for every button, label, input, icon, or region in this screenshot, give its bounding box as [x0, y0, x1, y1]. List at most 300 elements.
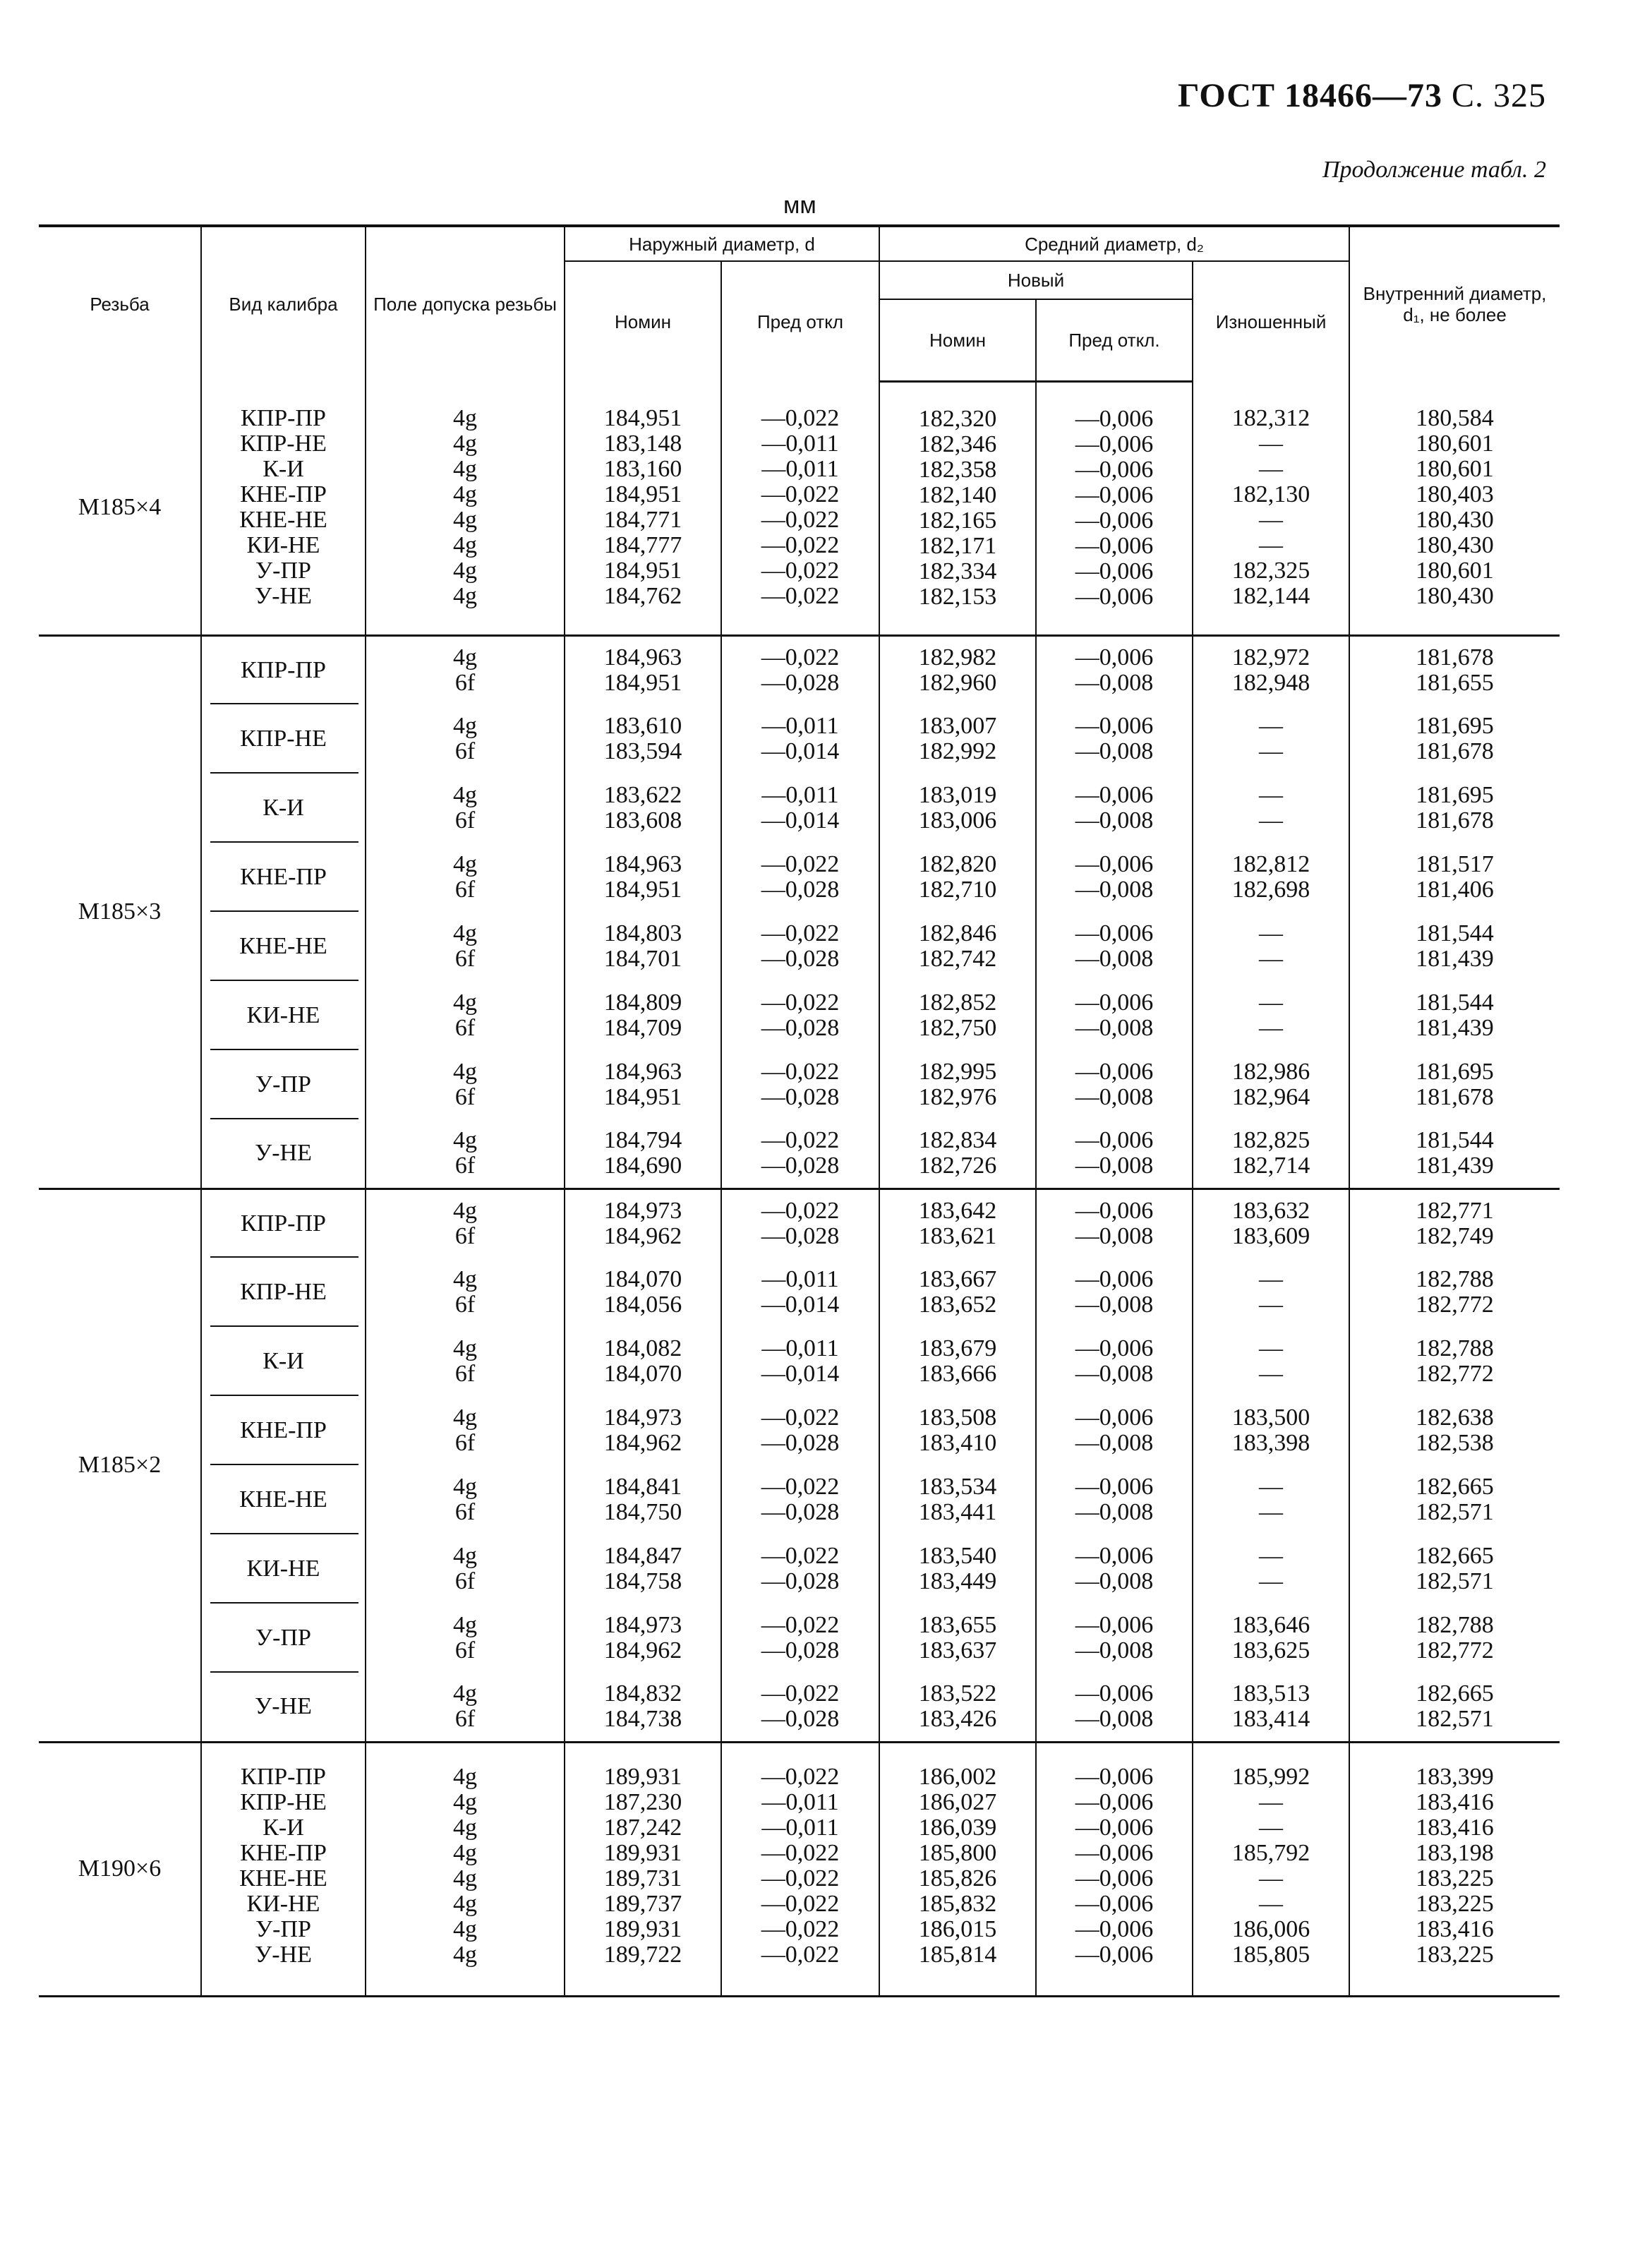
tolerance-cell: 4g: [453, 1788, 477, 1815]
outer-deviation-cell: —0,011: [761, 456, 839, 483]
tolerance-cell: 4g: [453, 405, 477, 432]
pitch-deviation-cell: —0,008: [1075, 1499, 1154, 1525]
inner-diameter-cell: 180,430: [1416, 532, 1494, 559]
tolerance-cell: 6f: [454, 1222, 476, 1249]
pitch-worn-cell: 182,698: [1231, 877, 1310, 903]
outer-deviation-cell: —0,022: [761, 1197, 840, 1224]
inner-diameter-cell: 183,225: [1416, 1890, 1494, 1917]
outer-nominal-cell: 184,709: [603, 1015, 682, 1041]
outer-deviation-cell: —0,022: [761, 1890, 840, 1917]
table-row: [39, 1396, 1560, 1465]
outer-nominal-cell: 184,690: [603, 1153, 682, 1179]
pitch-worn-cell: 182,714: [1231, 1153, 1310, 1179]
continuation-label: Продолжение табл. 2: [1322, 157, 1546, 183]
inner-diameter-cell: 180,601: [1416, 558, 1494, 584]
outer-nominal-cell: 184,963: [603, 644, 682, 670]
outer-nominal-cell: 184,951: [603, 558, 682, 584]
outer-nominal-cell: 184,951: [603, 669, 682, 696]
pitch-worn-cell: 185,792: [1231, 1839, 1310, 1866]
inner-diameter-cell: 181,695: [1416, 713, 1494, 739]
pitch-worn-cell: 183,500: [1231, 1404, 1310, 1431]
outer-nominal-cell: 184,750: [603, 1499, 682, 1525]
pitch-deviation-cell: —0,006: [1075, 558, 1154, 584]
inner-diameter-cell: 181,678: [1416, 644, 1494, 670]
pitch-deviation-cell: —0,006: [1075, 713, 1154, 739]
table-row: [39, 381, 1560, 635]
pitch-worn-cell: —: [1259, 1499, 1284, 1525]
gauge-type-cell: КНЕ-НЕ: [239, 1486, 327, 1512]
tolerance-cell: 4g: [453, 920, 477, 946]
pitch-deviation-cell: —0,008: [1075, 1637, 1154, 1664]
outer-deviation-cell: —0,028: [761, 1568, 840, 1594]
gauge-type-cell: КНЕ-НЕ: [239, 507, 327, 534]
tolerance-cell: 4g: [453, 1474, 477, 1500]
outer-deviation-cell: —0,022: [761, 920, 840, 946]
pitch-nominal-cell: 182,846: [918, 920, 997, 946]
outer-deviation-cell: —0,028: [761, 877, 840, 903]
table-row: [39, 1327, 1560, 1396]
table-row: [39, 1604, 1560, 1673]
pitch-worn-cell: —: [1259, 431, 1284, 457]
inner-diameter-cell: 182,665: [1416, 1543, 1494, 1569]
pitch-nominal-cell: 182,346: [918, 431, 997, 457]
outer-nominal-cell: 189,737: [603, 1890, 682, 1917]
outer-nominal-cell: 184,963: [603, 851, 682, 877]
pitch-deviation-cell: —0,006: [1075, 1915, 1154, 1942]
tolerance-cell: 4g: [453, 1127, 477, 1154]
outer-deviation-cell: —0,028: [761, 946, 840, 972]
pitch-nominal-cell: 186,015: [918, 1915, 997, 1942]
pitch-worn-cell: —: [1259, 782, 1284, 808]
outer-deviation-cell: —0,028: [761, 669, 840, 696]
tolerance-cell: 6f: [454, 1568, 476, 1594]
outer-nominal-cell: 184,951: [603, 877, 682, 903]
outer-nominal-cell: 183,594: [603, 738, 682, 764]
pitch-worn-cell: —: [1259, 1015, 1284, 1041]
page-header: [1178, 76, 1546, 115]
pitch-nominal-cell: 182,976: [918, 1084, 997, 1110]
inner-diameter-cell: 181,544: [1416, 1127, 1494, 1154]
tolerance-cell: 4g: [453, 431, 477, 457]
outer-nominal-cell: 184,962: [603, 1430, 682, 1456]
tolerance-cell: 4g: [453, 583, 477, 610]
inner-diameter-cell: 182,638: [1416, 1404, 1494, 1431]
outer-deviation-cell: —0,011: [761, 713, 839, 739]
pitch-nominal-cell: 182,960: [918, 669, 997, 696]
tolerance-cell: 6f: [454, 1499, 476, 1525]
unit-label: мм: [783, 192, 816, 219]
pitch-deviation-cell: —0,006: [1075, 1941, 1154, 1968]
pitch-nominal-cell: 183,410: [918, 1430, 997, 1456]
outer-deviation-cell: —0,022: [761, 644, 840, 670]
gauge-type-cell: КИ-НЕ: [246, 1002, 320, 1028]
pitch-deviation-cell: —0,008: [1075, 1084, 1154, 1110]
tolerance-cell: 4g: [453, 1197, 477, 1224]
outer-deviation-cell: —0,022: [761, 1543, 840, 1569]
table-row: [39, 1534, 1560, 1604]
outer-nominal-cell: 184,758: [603, 1568, 682, 1594]
gauge-type-cell: У-НЕ: [255, 1941, 312, 1968]
pitch-deviation-cell: —0,008: [1075, 1568, 1154, 1594]
inner-diameter-cell: 182,665: [1416, 1680, 1494, 1707]
inner-diameter-cell: 181,678: [1416, 1084, 1494, 1110]
pitch-worn-cell: —: [1259, 1543, 1284, 1569]
outer-nominal-cell: 184,951: [603, 1084, 682, 1110]
pitch-nominal-cell: 183,540: [918, 1543, 997, 1569]
pitch-nominal-cell: 182,165: [918, 507, 997, 534]
pitch-deviation-cell: —0,008: [1075, 946, 1154, 972]
pitch-worn-cell: 182,130: [1231, 481, 1310, 508]
tolerance-cell: 4g: [453, 989, 477, 1016]
pitch-nominal-cell: 183,441: [918, 1499, 997, 1525]
outer-deviation-cell: —0,022: [761, 405, 840, 432]
pitch-nominal-cell: 183,508: [918, 1404, 997, 1431]
table-row: [39, 635, 1560, 704]
pitch-nominal-cell: 186,002: [918, 1763, 997, 1790]
pitch-deviation-cell: —0,006: [1075, 782, 1154, 808]
gauge-type-cell: У-НЕ: [255, 583, 312, 610]
outer-nominal-cell: 184,738: [603, 1706, 682, 1733]
pitch-worn-cell: —: [1259, 946, 1284, 972]
outer-nominal-cell: 184,963: [603, 1059, 682, 1085]
outer-nominal-cell: 189,931: [603, 1763, 682, 1790]
tolerance-cell: 4g: [453, 1941, 477, 1968]
pitch-worn-cell: —: [1259, 807, 1284, 834]
outer-nominal-cell: 183,622: [603, 782, 682, 808]
pitch-nominal-cell: 182,852: [918, 989, 997, 1016]
pitch-nominal-cell: 182,320: [918, 406, 997, 432]
outer-deviation-cell: —0,028: [761, 1706, 840, 1733]
inner-diameter-cell: 182,749: [1416, 1222, 1494, 1249]
pitch-worn-cell: —: [1259, 1788, 1284, 1815]
pitch-nominal-cell: 182,710: [918, 877, 997, 903]
pitch-nominal-cell: 186,027: [918, 1788, 997, 1815]
pitch-nominal-cell: 182,750: [918, 1015, 997, 1041]
inner-diameter-cell: 181,439: [1416, 1153, 1494, 1179]
pitch-worn-cell: 182,972: [1231, 644, 1310, 670]
pitch-worn-cell: 182,144: [1231, 583, 1310, 610]
inner-diameter-cell: 181,517: [1416, 851, 1494, 877]
outer-nominal-cell: 184,794: [603, 1127, 682, 1154]
outer-nominal-cell: 184,070: [603, 1361, 682, 1387]
pitch-deviation-cell: —0,008: [1075, 1153, 1154, 1179]
tolerance-cell: 4g: [453, 1865, 477, 1891]
thread-designation: М190×6: [39, 1742, 201, 1996]
col-outer-nom: Номин: [565, 261, 721, 381]
outer-nominal-cell: 189,731: [603, 1865, 682, 1891]
table-row: [39, 912, 1560, 981]
inner-diameter-cell: 182,788: [1416, 1612, 1494, 1638]
gauge-type-cell: К-И: [263, 456, 304, 483]
outer-nominal-cell: 184,847: [603, 1543, 682, 1569]
pitch-worn-cell: —: [1259, 507, 1284, 534]
pitch-deviation-cell: —0,008: [1075, 1430, 1154, 1456]
table-row: [39, 1119, 1560, 1189]
gauge-type-cell: К-И: [263, 1814, 304, 1841]
pitch-nominal-cell: 183,006: [918, 807, 997, 834]
col-outer-group: Наружный диаметр, d: [565, 226, 879, 261]
pitch-worn-cell: 183,414: [1231, 1706, 1310, 1733]
pitch-deviation-cell: —0,006: [1075, 1266, 1154, 1292]
outer-nominal-cell: 184,082: [603, 1335, 682, 1361]
outer-deviation-cell: —0,022: [761, 1839, 840, 1866]
pitch-deviation-cell: —0,006: [1075, 406, 1154, 432]
outer-deviation-cell: —0,022: [761, 507, 840, 534]
table-head: [39, 226, 1560, 381]
gauge-type-cell: КИ-НЕ: [246, 1556, 320, 1582]
pitch-nominal-cell: 185,826: [918, 1865, 997, 1891]
outer-deviation-cell: —0,011: [761, 431, 839, 457]
outer-deviation-cell: —0,022: [761, 481, 840, 508]
col-thread: Резьба: [39, 226, 201, 381]
outer-deviation-cell: —0,022: [761, 1612, 840, 1638]
gost-number: ГОСТ 18466—73: [1178, 77, 1442, 114]
pitch-deviation-cell: —0,008: [1075, 877, 1154, 903]
inner-diameter-cell: 182,772: [1416, 1637, 1494, 1664]
outer-deviation-cell: —0,011: [761, 1266, 839, 1292]
outer-deviation-cell: —0,011: [761, 782, 839, 808]
tolerance-cell: 6f: [454, 669, 476, 696]
outer-nominal-cell: 189,722: [603, 1941, 682, 1968]
pitch-deviation-cell: —0,006: [1075, 1814, 1154, 1841]
inner-diameter-cell: 180,403: [1416, 481, 1494, 508]
outer-deviation-cell: —0,011: [761, 1335, 839, 1361]
gauge-type-cell: КПР-НЕ: [240, 1788, 327, 1815]
inner-diameter-cell: 180,601: [1416, 456, 1494, 483]
outer-deviation-cell: —0,028: [761, 1015, 840, 1041]
pitch-nominal-cell: 183,007: [918, 713, 997, 739]
pitch-worn-cell: —: [1259, 532, 1284, 559]
pitch-deviation-cell: —0,006: [1075, 1543, 1154, 1569]
pitch-deviation-cell: —0,006: [1075, 1127, 1154, 1154]
inner-diameter-cell: 183,416: [1416, 1788, 1494, 1815]
table-row: [39, 774, 1560, 843]
outer-deviation-cell: —0,028: [761, 1499, 840, 1525]
outer-deviation-cell: —0,028: [761, 1084, 840, 1110]
pitch-deviation-cell: —0,006: [1075, 533, 1154, 559]
pitch-nominal-cell: 182,140: [918, 482, 997, 508]
inner-diameter-cell: 180,601: [1416, 431, 1494, 457]
tolerance-cell: 4g: [453, 532, 477, 559]
outer-nominal-cell: 184,803: [603, 920, 682, 946]
pitch-nominal-cell: 182,742: [918, 946, 997, 972]
pitch-worn-cell: —: [1259, 1292, 1284, 1318]
gauge-table: [39, 224, 1560, 1997]
outer-nominal-cell: 184,056: [603, 1292, 682, 1318]
pitch-nominal-cell: 182,995: [918, 1059, 997, 1085]
outer-nominal-cell: 184,777: [603, 532, 682, 559]
inner-diameter-cell: 182,771: [1416, 1197, 1494, 1224]
outer-deviation-cell: —0,022: [761, 1763, 840, 1790]
pitch-nominal-cell: 185,800: [918, 1839, 997, 1866]
inner-diameter-cell: 182,571: [1416, 1499, 1494, 1525]
tolerance-cell: 6f: [454, 1153, 476, 1179]
gauge-type-cell: КПР-НЕ: [240, 431, 327, 457]
outer-nominal-cell: 184,951: [603, 481, 682, 508]
outer-deviation-cell: —0,022: [761, 1059, 840, 1085]
outer-deviation-cell: —0,022: [761, 989, 840, 1016]
gauge-type-cell: КНЕ-ПР: [240, 481, 327, 508]
outer-deviation-cell: —0,022: [761, 1915, 840, 1942]
pitch-nominal-cell: 183,019: [918, 782, 997, 808]
pitch-worn-cell: —: [1259, 920, 1284, 946]
inner-diameter-cell: 182,665: [1416, 1474, 1494, 1500]
pitch-deviation-cell: —0,006: [1075, 1612, 1154, 1638]
tolerance-cell: 4g: [453, 782, 477, 808]
outer-nominal-cell: 184,962: [603, 1637, 682, 1664]
inner-diameter-cell: 181,406: [1416, 877, 1494, 903]
pitch-deviation-cell: —0,006: [1075, 851, 1154, 877]
outer-deviation-cell: —0,014: [761, 1292, 840, 1318]
outer-deviation-cell: —0,011: [761, 1814, 839, 1841]
tolerance-cell: 4g: [453, 1335, 477, 1361]
pitch-worn-cell: —: [1259, 713, 1284, 739]
pitch-worn-cell: 183,632: [1231, 1197, 1310, 1224]
pitch-worn-cell: 185,992: [1231, 1763, 1310, 1790]
tolerance-cell: 6f: [454, 1430, 476, 1456]
outer-nominal-cell: 183,160: [603, 456, 682, 483]
pitch-deviation-cell: —0,008: [1075, 1292, 1154, 1318]
outer-deviation-cell: —0,014: [761, 807, 840, 834]
outer-nominal-cell: 184,973: [603, 1197, 682, 1224]
outer-nominal-cell: 184,973: [603, 1612, 682, 1638]
tolerance-cell: 4g: [453, 456, 477, 483]
gauge-type-cell: КПР-ПР: [241, 405, 326, 432]
inner-diameter-cell: 182,788: [1416, 1266, 1494, 1292]
table-row: [39, 704, 1560, 774]
tolerance-cell: 4g: [453, 1890, 477, 1917]
outer-deviation-cell: —0,028: [761, 1222, 840, 1249]
inner-diameter-cell: 181,678: [1416, 807, 1494, 834]
tolerance-cell: 6f: [454, 1706, 476, 1733]
pitch-deviation-cell: —0,006: [1075, 1404, 1154, 1431]
pitch-worn-cell: 182,964: [1231, 1084, 1310, 1110]
gauge-type-cell: У-ПР: [255, 1915, 311, 1942]
inner-diameter-cell: 180,584: [1416, 405, 1494, 432]
outer-nominal-cell: 183,610: [603, 713, 682, 739]
inner-diameter-cell: 181,439: [1416, 1015, 1494, 1041]
outer-deviation-cell: —0,022: [761, 583, 840, 610]
gauge-type-cell: К-И: [263, 1348, 304, 1374]
outer-deviation-cell: —0,022: [761, 1404, 840, 1431]
pitch-worn-cell: —: [1259, 1335, 1284, 1361]
outer-nominal-cell: 184,070: [603, 1266, 682, 1292]
inner-diameter-cell: 181,695: [1416, 782, 1494, 808]
pitch-deviation-cell: —0,006: [1075, 1059, 1154, 1085]
outer-nominal-cell: 184,762: [603, 583, 682, 610]
outer-deviation-cell: —0,014: [761, 738, 840, 764]
inner-diameter-cell: 181,678: [1416, 738, 1494, 764]
col-gauge: Вид калибра: [201, 226, 366, 381]
pitch-worn-cell: —: [1259, 1865, 1284, 1891]
inner-diameter-cell: 181,655: [1416, 669, 1494, 696]
tolerance-cell: 4g: [453, 1915, 477, 1942]
pitch-worn-cell: —: [1259, 456, 1284, 483]
outer-deviation-cell: —0,022: [761, 1865, 840, 1891]
thread-designation: М185×2: [39, 1189, 201, 1742]
pitch-nominal-cell: 182,358: [918, 457, 997, 483]
tolerance-cell: 6f: [454, 807, 476, 834]
table-row: [39, 1258, 1560, 1327]
tolerance-cell: 4g: [453, 481, 477, 508]
pitch-worn-cell: 183,513: [1231, 1680, 1310, 1707]
tolerance-cell: 4g: [453, 1763, 477, 1790]
pitch-deviation-cell: —0,006: [1075, 457, 1154, 483]
pitch-deviation-cell: —0,006: [1075, 584, 1154, 610]
pitch-worn-cell: —: [1259, 1814, 1284, 1841]
pitch-nominal-cell: 183,637: [918, 1637, 997, 1664]
pitch-worn-cell: 183,609: [1231, 1222, 1310, 1249]
pitch-deviation-cell: —0,006: [1075, 1335, 1154, 1361]
pitch-deviation-cell: —0,006: [1075, 644, 1154, 670]
outer-deviation-cell: —0,022: [761, 851, 840, 877]
outer-nominal-cell: 184,841: [603, 1474, 682, 1500]
pitch-worn-cell: —: [1259, 1474, 1284, 1500]
pitch-nominal-cell: 183,642: [918, 1197, 997, 1224]
table-row: [39, 1465, 1560, 1534]
tolerance-cell: 6f: [454, 1015, 476, 1041]
pitch-deviation-cell: —0,006: [1075, 507, 1154, 534]
tolerance-cell: 4g: [453, 1543, 477, 1569]
gauge-type-cell: КИ-НЕ: [246, 532, 320, 559]
pitch-nominal-cell: 185,832: [918, 1890, 997, 1917]
pitch-nominal-cell: 186,039: [918, 1814, 997, 1841]
inner-diameter-cell: 183,416: [1416, 1915, 1494, 1942]
pitch-worn-cell: —: [1259, 738, 1284, 764]
gauge-type-cell: КНЕ-НЕ: [239, 933, 327, 959]
pitch-deviation-cell: —0,008: [1075, 738, 1154, 764]
pitch-deviation-cell: —0,008: [1075, 1222, 1154, 1249]
pitch-worn-cell: —: [1259, 989, 1284, 1016]
inner-diameter-cell: 180,430: [1416, 583, 1494, 610]
outer-nominal-cell: 189,931: [603, 1915, 682, 1942]
col-inner: Внутренний диаметр, d₁, не более: [1349, 226, 1560, 381]
pitch-nominal-cell: 182,834: [918, 1127, 997, 1154]
pitch-worn-cell: —: [1259, 1361, 1284, 1387]
tolerance-cell: 4g: [453, 851, 477, 877]
inner-diameter-cell: 183,225: [1416, 1941, 1494, 1968]
pitch-deviation-cell: —0,006: [1075, 1680, 1154, 1707]
tolerance-cell: 6f: [454, 738, 476, 764]
pitch-worn-cell: 182,986: [1231, 1059, 1310, 1085]
tolerance-cell: 4g: [453, 558, 477, 584]
tolerance-cell: 6f: [454, 1637, 476, 1664]
outer-deviation-cell: —0,022: [761, 1127, 840, 1154]
tolerance-cell: 4g: [453, 1839, 477, 1866]
gauge-type-cell: КНЕ-НЕ: [239, 1865, 327, 1891]
tolerance-cell: 6f: [454, 877, 476, 903]
inner-diameter-cell: 182,788: [1416, 1335, 1494, 1361]
outer-deviation-cell: —0,022: [761, 1680, 840, 1707]
pitch-deviation-cell: —0,006: [1075, 1197, 1154, 1224]
table-row: [39, 843, 1560, 912]
pitch-worn-cell: 182,812: [1231, 851, 1310, 877]
page-number: С. 325: [1451, 77, 1546, 114]
pitch-nominal-cell: 182,171: [918, 533, 997, 559]
gauge-type-cell: КПР-ПР: [241, 1763, 326, 1790]
gauge-type-cell: У-ПР: [255, 1625, 311, 1651]
pitch-worn-cell: 183,398: [1231, 1430, 1310, 1456]
inner-diameter-cell: 181,544: [1416, 920, 1494, 946]
pitch-worn-cell: 183,625: [1231, 1637, 1310, 1664]
inner-diameter-cell: 182,571: [1416, 1568, 1494, 1594]
tolerance-cell: 4g: [453, 713, 477, 739]
pitch-nominal-cell: 183,679: [918, 1335, 997, 1361]
pitch-nominal-cell: 183,449: [918, 1568, 997, 1594]
tolerance-cell: 4g: [453, 1680, 477, 1707]
outer-nominal-cell: 183,148: [603, 431, 682, 457]
inner-diameter-cell: 182,538: [1416, 1430, 1494, 1456]
